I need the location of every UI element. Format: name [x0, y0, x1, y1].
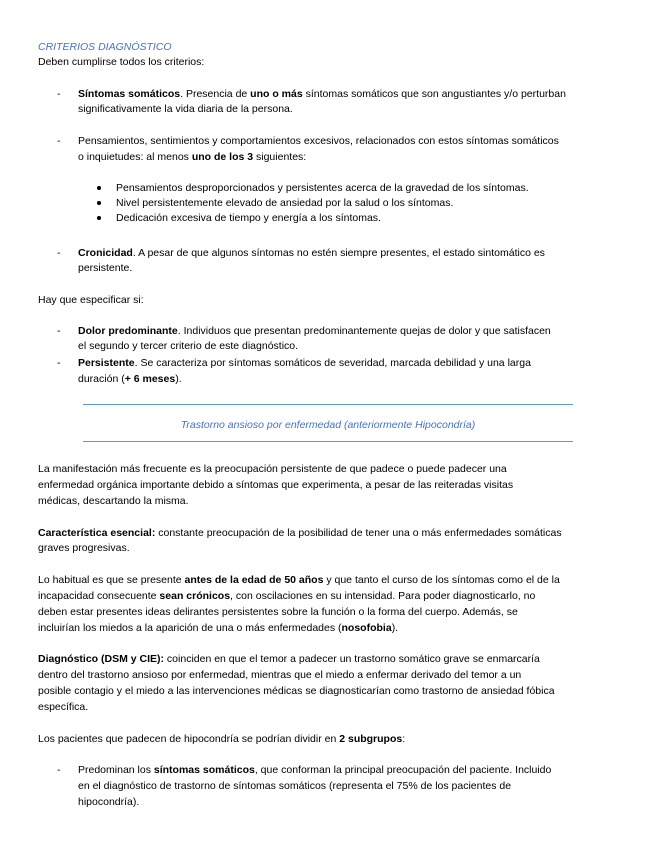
bullet-item: Nivel persistentemente elevado de ansiedad por la salud o los síntomas. [116, 197, 454, 209]
dash-marker: - [57, 135, 61, 147]
bold-term: 2 subgrupos [339, 733, 403, 745]
text-run: ). [175, 373, 182, 385]
text-run: Predominan los [78, 764, 154, 776]
specify-text: Hay que especificar si: [38, 294, 144, 306]
paragraph-3-line-4 [38, 621, 398, 635]
text-run: síntomas somáticos que son angustiantes y/o perturban [302, 88, 566, 100]
criterion-3-line-1 [78, 246, 545, 260]
bullet-icon [97, 201, 101, 205]
essential-feature-line-1 [38, 526, 562, 540]
bold-term: nosofobia [341, 622, 392, 634]
divider-bottom [83, 441, 573, 442]
dash-marker: - [57, 357, 61, 369]
text-run: Los pacientes que padecen de hipocondría se podrían dividir en [38, 733, 340, 745]
bold-term: Cronicidad [78, 247, 133, 259]
bold-term: sean crónicos [159, 590, 231, 602]
divider-top [83, 404, 573, 405]
bold-term: síntomas somáticos [153, 764, 255, 776]
bullet-icon [97, 216, 101, 220]
dash-marker: - [57, 88, 61, 100]
text-run: duración ( [78, 373, 125, 385]
paragraph-line: enfermedad orgánica importante debido a síntomas que experimenta, a pesar de las reiteradas visitas [38, 479, 514, 491]
paragraph-3-line-2 [38, 589, 535, 603]
bullet-icon [97, 186, 101, 190]
specifier-2-line-2 [78, 372, 182, 386]
bullet-item: Dedicación excesiva de tiempo y energía a los síntomas. [116, 212, 381, 224]
text-run: , que conforman la principal preocupación del paciente. Incluido [254, 764, 552, 776]
text-run: Lo habitual es que se presente [38, 574, 185, 586]
text-run: , con oscilaciones en su intensidad. Para poder diagnosticarlo, no [230, 590, 536, 602]
bold-term: uno o más [250, 88, 303, 100]
text-run: constante preocupación de la posibilidad de tener una o más enfermedades somáticas [155, 527, 562, 539]
dash-marker: - [57, 325, 61, 337]
bold-term: Dolor predominante [78, 325, 178, 337]
criterion-3-line-2: persistente. [78, 262, 133, 274]
bold-term: uno de los 3 [191, 151, 254, 163]
specifier-2-line-1 [78, 356, 531, 370]
bold-term: antes de la edad de 50 años [184, 574, 324, 586]
diagnosis-line-2: dentro del trastorno ansioso por enfermedad, mientras que el miedo a enfermar derivado del temor a un [38, 669, 522, 681]
text-run: . Presencia de [180, 88, 251, 100]
subgroup-1-line-3: hipocondría). [78, 796, 140, 808]
text-run: incapacidad consecuente [38, 590, 160, 602]
diagnosis-line-4: específica. [38, 701, 89, 713]
text-run: y que tanto el curso de los síntomas como el de la [323, 574, 560, 586]
section-heading: CRITERIOS DIAGNÓSTICO [38, 41, 172, 53]
criterion-2-line-1: Pensamientos, sentimientos y comportamientos excesivos, relacionados con estos síntomas somáticos [78, 135, 559, 147]
paragraph-line: médicas, descartando la misma. [38, 495, 189, 507]
subgroups-line [38, 732, 405, 746]
specifier-1-line-1 [78, 324, 551, 338]
text-run: ). [391, 622, 399, 634]
paragraph-3-line-3: deben estar presentes ideas delirantes persistentes sobre la función o la forma del cuerpo. Además, se [38, 606, 518, 618]
text-run: incluirían los miedos a la aparición de una o más enfermedades ( [38, 622, 342, 634]
diagnosis-line-3: posible contagio y el miedo a las intervenciones médicas se diagnosticarían como trastorno de ansiedad fóbica [38, 685, 555, 697]
diagnosis-line-1 [38, 652, 540, 666]
essential-feature-line-2: graves progresivas. [38, 542, 130, 554]
text-run: : [402, 733, 406, 745]
bold-term: Síntomas somáticos [78, 88, 181, 100]
text-run: o inquietudes: al menos [78, 151, 192, 163]
dash-marker: - [57, 247, 61, 259]
bold-term: Persistente [78, 357, 135, 369]
text-run: coinciden en que el temor a padecer un trastorno somático grave se enmarcaría [164, 653, 540, 665]
bold-term: Diagnóstico (DSM y CIE): [38, 653, 165, 665]
text-run: . A pesar de que algunos síntomas no estén siempre presentes, el estado sintomático es [132, 247, 545, 259]
bold-term: Característica esencial: [38, 527, 156, 539]
dash-marker: - [57, 764, 61, 776]
subgroup-1-line-1 [78, 763, 551, 777]
text-run: . Se caracteriza por síntomas somáticos de severidad, marcada debilidad y una larga [134, 357, 531, 369]
text-run: siguientes: [253, 151, 307, 163]
intro-text: Deben cumplirse todos los criterios: [38, 56, 205, 68]
criterion-1-line-1 [78, 87, 566, 101]
bullet-item: Pensamientos desproporcionados y persistentes acerca de la gravedad de los síntomas. [116, 182, 529, 194]
section-subtitle: Trastorno ansioso por enfermedad (anteriormente Hipocondría) [180, 419, 476, 431]
paragraph-3-line-1 [38, 573, 560, 587]
subgroup-1-line-2: en el diagnóstico de trastorno de síntomas somáticos (representa el 75% de los pacientes de [78, 780, 512, 792]
specifier-1-line-2: el segundo y tercer criterio de este diagnóstico. [78, 340, 299, 352]
paragraph-line: La manifestación más frecuente es la preocupación persistente de que padece o puede padecer una [38, 463, 507, 475]
criterion-2-line-2 [78, 150, 306, 164]
bold-term: + 6 meses [124, 373, 176, 385]
criterion-1-line-2: significativamente la vida diaria de la persona. [78, 103, 293, 115]
text-run: . Individuos que presentan predominantemente quejas de dolor y que satisfacen [177, 325, 551, 337]
